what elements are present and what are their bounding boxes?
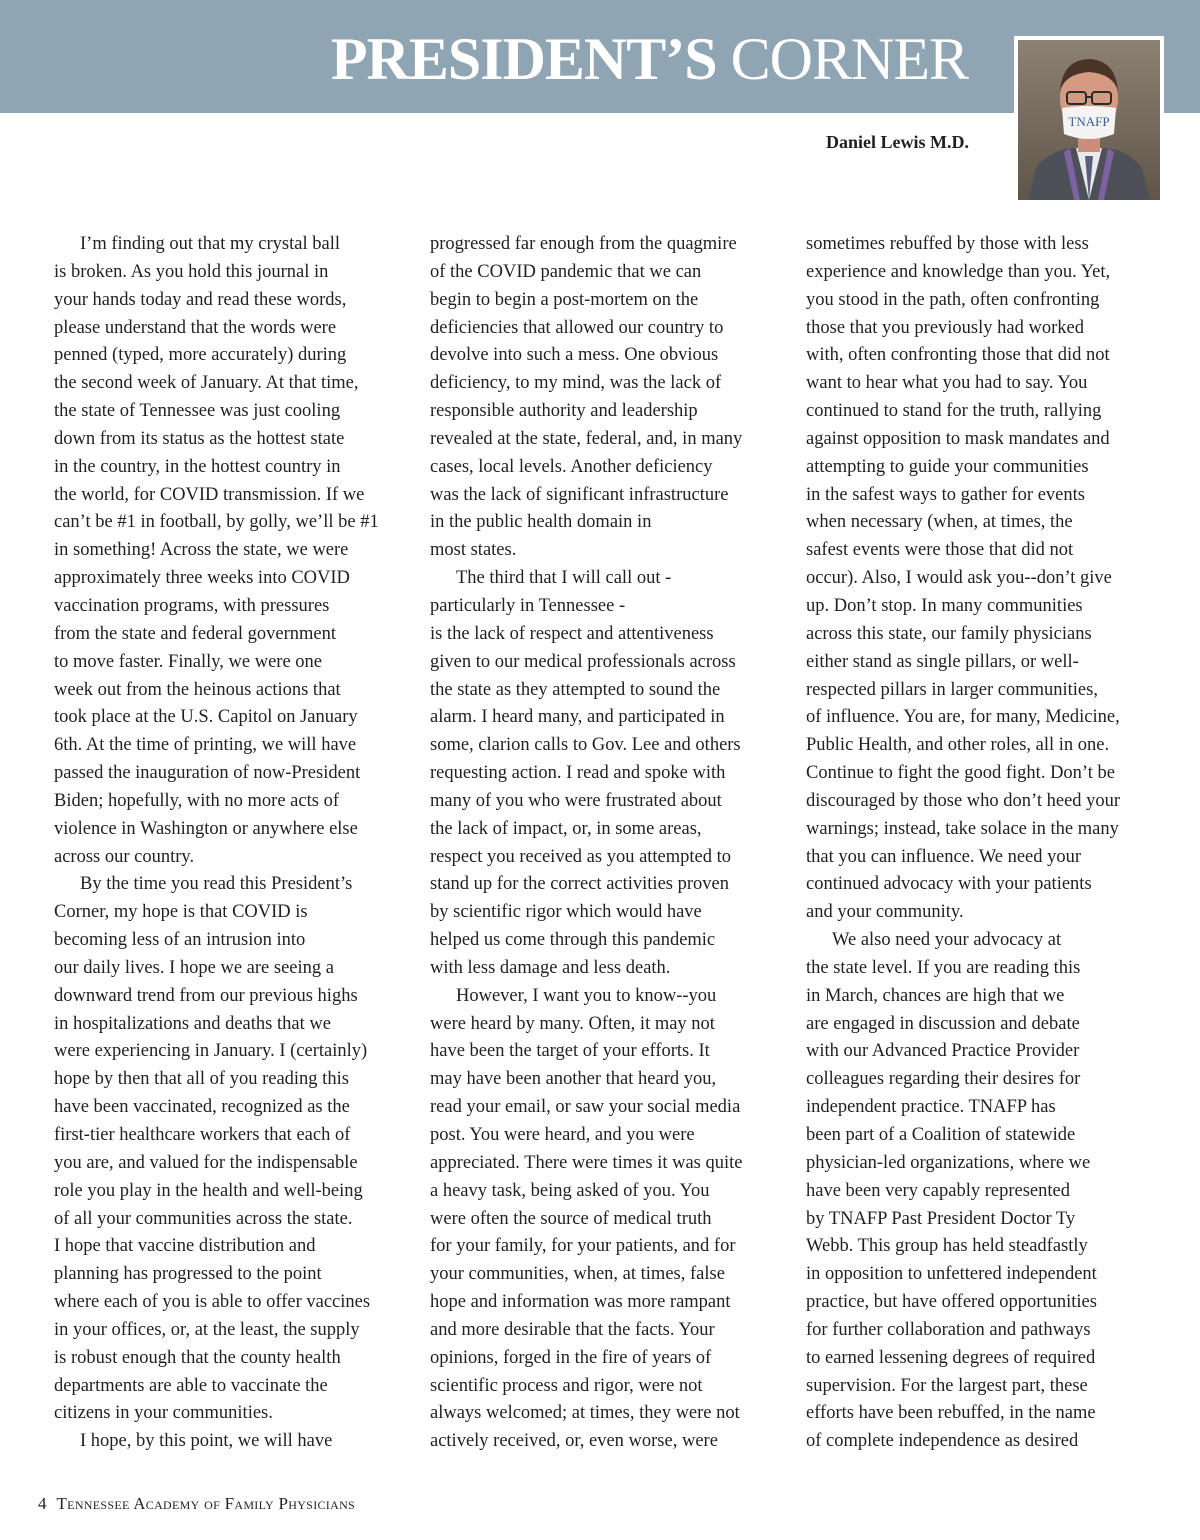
article-line: and more desirable that the facts. Your [430, 1319, 715, 1340]
article-line: progressed far enough from the quagmire [430, 234, 737, 254]
article-line: alarm. I heard many, and participated in [430, 707, 725, 728]
article-line: first-tier healthcare workers that each of [54, 1125, 351, 1145]
article-line: were often the source of medical truth [430, 1208, 712, 1229]
article-line: in opposition to unfettered independent [806, 1264, 1097, 1285]
article-line: supervision. For the largest part, these [806, 1375, 1088, 1396]
article-paragraph [430, 983, 776, 1456]
article-line: for further collaboration and pathways [806, 1319, 1091, 1340]
article-line: respect you received as you attempted to [430, 846, 732, 867]
publication-name: Tennessee Academy of Family Physicians [56, 1494, 356, 1513]
article-column-1 [54, 231, 400, 1456]
article-line: were heard by many. Often, it may not [430, 1013, 715, 1034]
article-line: the state of Tennessee was just cooling [54, 401, 341, 422]
article-line: cases, local levels. Another deficiency [430, 456, 713, 477]
article-line: many of you who were frustrated about [430, 790, 722, 811]
article-line: were experiencing in January. I (certainly) [54, 1041, 368, 1062]
article-line: in the country, in the hottest country in [54, 456, 341, 477]
article-line: By the time you read this President’s [80, 874, 353, 895]
article-line: departments are able to vaccinate the [54, 1375, 328, 1396]
title-light: CORNER [730, 26, 968, 92]
article-line: have been very capably represented [806, 1180, 1070, 1201]
article-line: you are, and valued for the indispensable [54, 1152, 358, 1173]
article-line: can’t be #1 in football, by golly, we’ll be #1 [54, 512, 379, 533]
article-line: with our Advanced Practice Provider [806, 1041, 1080, 1062]
author-name: Daniel Lewis M.D. [826, 132, 969, 152]
article-line: have been vaccinated, recognized as the [54, 1097, 350, 1118]
article-line: in hospitalizations and deaths that we [54, 1013, 331, 1034]
article-paragraph [806, 927, 1156, 1456]
article-line: Corner, my hope is that COVID is [54, 902, 308, 923]
title-bold: PRESIDENT’S [330, 26, 717, 92]
article-line: across this state, our family physicians [806, 623, 1092, 644]
article-line: I hope that vaccine distribution and [54, 1236, 316, 1257]
article-line: where each of you is able to offer vaccines [54, 1292, 371, 1313]
article-line: continued advocacy with your patients [806, 874, 1092, 895]
article-line: your communities, when, at times, false [430, 1264, 725, 1285]
article-line: deficiencies that allowed our country to [430, 317, 724, 338]
article-line: across our country. [54, 846, 195, 867]
article-paragraph [430, 231, 776, 565]
article-line: is the lack of respect and attentiveness [430, 623, 714, 644]
article-line: warnings; instead, take solace in the many [806, 818, 1119, 839]
article-line: are engaged in discussion and debate [806, 1013, 1080, 1034]
article-line: passed the inauguration of now-President [54, 763, 361, 784]
article-line: down from its status as the hottest state [54, 428, 345, 449]
article-line: always welcomed; at times, they were not [430, 1403, 740, 1424]
article-line: citizens in your communities. [54, 1403, 273, 1424]
article-line: you stood in the path, often confronting [806, 289, 1100, 310]
article-line: against opposition to mask mandates and [806, 428, 1110, 449]
article-line: with, often confronting those that did not [806, 345, 1110, 366]
article-line: by scientific rigor which would have [430, 902, 702, 923]
article-line: experience and knowledge than you. Yet, [806, 261, 1111, 282]
author-portrait-image [1018, 40, 1160, 200]
article-line: from the state and federal government [54, 623, 337, 644]
article-line: independent practice. TNAFP has [806, 1097, 1056, 1118]
article-line: to earned lessening degrees of required [806, 1347, 1096, 1368]
article-line: is robust enough that the county health [54, 1347, 341, 1368]
article-line: safest events were those that did not [806, 540, 1074, 561]
article-line: in the safest ways to gather for events [806, 484, 1085, 505]
article-line: and your community. [806, 902, 964, 923]
article-line: continued to stand for the truth, rallying [806, 401, 1102, 422]
article-line: the state level. If you are reading this [806, 957, 1081, 978]
article-line: have been the target of your efforts. It [430, 1041, 710, 1062]
article-line: in the public health domain in [430, 512, 652, 533]
article-line: Webb. This group has held steadfastly [806, 1236, 1088, 1257]
article-line: hope by then that all of you reading this [54, 1069, 349, 1090]
article-line: please understand that the words were [54, 317, 337, 338]
article-line: was the lack of significant infrastructure [430, 484, 729, 505]
article-line: Biden; hopefully, with no more acts of [54, 790, 339, 811]
article-line: discouraged by those who don’t heed your [806, 790, 1121, 811]
article-line: the lack of impact, or, in some areas, [430, 818, 702, 839]
article-line: opinions, forged in the fire of years of [430, 1347, 712, 1368]
article-line: your hands today and read these words, [54, 289, 347, 310]
article-line: of influence. You are, for many, Medicine, [806, 707, 1120, 728]
article-line: role you play in the health and well-being [54, 1180, 363, 1201]
article-line: in your offices, or, at the least, the supply [54, 1319, 360, 1340]
article-line: post. You were heard, and you were [430, 1125, 695, 1145]
article-line: sometimes rebuffed by those with less [806, 234, 1089, 254]
article-line: may have been another that heard you, [430, 1069, 717, 1090]
article-line: appreciated. There were times it was quite [430, 1152, 743, 1173]
article-paragraph [54, 871, 400, 1428]
article-line: either stand as single pillars, or well- [806, 651, 1079, 672]
article-line: violence in Washington or anywhere else [54, 818, 358, 839]
article-line: particularly in Tennessee - [430, 595, 626, 616]
article-line: by TNAFP Past President Doctor Ty [806, 1208, 1076, 1229]
article-line: occur). Also, I would ask you--don’t give [806, 568, 1112, 589]
article-line: our daily lives. I hope we are seeing a [54, 957, 334, 978]
article-line: when necessary (when, at times, the [806, 512, 1073, 533]
article-line: efforts have been rebuffed, in the name [806, 1403, 1096, 1424]
article-line: respected pillars in larger communities, [806, 679, 1098, 700]
article-line: been part of a Coalition of statewide [806, 1125, 1076, 1145]
article-line: vaccination programs, with pressures [54, 595, 330, 616]
article-line: revealed at the state, federal, and, in many [430, 428, 743, 449]
article-line: downward trend from our previous highs [54, 985, 358, 1006]
article-line: the state as they attempted to sound the [430, 679, 721, 700]
article-line: becoming less of an intrusion into [54, 930, 306, 951]
article-line: up. Don’t stop. In many communities [806, 595, 1083, 616]
article-line: Public Health, and other roles, all in one. [806, 735, 1110, 756]
article-line: responsible authority and leadership [430, 401, 698, 422]
article-line: penned (typed, more accurately) during [54, 345, 347, 366]
author-photo [1014, 36, 1164, 204]
article-line: of complete independence as desired [806, 1431, 1079, 1452]
page-number: 4 [38, 1494, 47, 1513]
article-line: The third that I will call out - [456, 568, 672, 589]
article-line: some, clarion calls to Gov. Lee and others [430, 735, 741, 756]
article-line: took place at the U.S. Capitol on January [54, 707, 358, 728]
article-line: attempting to guide your communities [806, 456, 1089, 477]
article-paragraph [806, 231, 1156, 927]
article-line: week out from the heinous actions that [54, 679, 341, 700]
article-line: helped us come through this pandemic [430, 930, 716, 951]
page-footer [38, 1492, 355, 1516]
article-line: actively received, or, even worse, were [430, 1431, 718, 1452]
article-line: of the COVID pandemic that we can [430, 261, 702, 282]
page-title [331, 24, 968, 94]
article-line: given to our medical professionals across [430, 651, 736, 672]
article-line: want to hear what you had to say. You [806, 373, 1088, 394]
article-line: most states. [430, 540, 517, 561]
article-paragraph [430, 565, 776, 983]
article-line: deficiency, to my mind, was the lack of [430, 373, 722, 394]
article-line: scientific process and rigor, were not [430, 1375, 703, 1396]
article-line: those that you previously had worked [806, 317, 1084, 338]
article-line: I hope, by this point, we will have [80, 1431, 333, 1452]
article-line: planning has progressed to the point [54, 1264, 322, 1285]
article-line: the second week of January. At that time, [54, 373, 359, 394]
article-line: begin to begin a post-mortem on the [430, 289, 699, 310]
article-line: in something! Across the state, we were [54, 540, 349, 561]
article-line: devolve into such a mess. One obvious [430, 345, 719, 366]
article-line: We also need your advocacy at [832, 930, 1062, 951]
article-line: requesting action. I read and spoke with [430, 763, 726, 784]
article-line: that you can influence. We need your [806, 846, 1082, 867]
article-line: physician-led organizations, where we [806, 1152, 1091, 1173]
article-line: practice, but have offered opportunities [806, 1292, 1097, 1313]
article-line: Continue to fight the good fight. Don’t be [806, 763, 1115, 784]
article-line: I’m finding out that my crystal ball [80, 234, 340, 254]
article-line: 6th. At the time of printing, we will have [54, 735, 357, 756]
article-line: stand up for the correct activities proven [430, 874, 729, 895]
article-line: approximately three weeks into COVID [54, 568, 350, 589]
article-line: hope and information was more rampant [430, 1292, 731, 1313]
article-column-3 [806, 231, 1156, 1456]
article-line: in March, chances are high that we [806, 985, 1065, 1006]
article-line: is broken. As you hold this journal in [54, 261, 329, 282]
article-column-2 [430, 231, 776, 1456]
article-line: for your family, for your patients, and for [430, 1236, 736, 1257]
article-line: with less damage and less death. [430, 957, 671, 978]
mask-text: TNAFP [1068, 114, 1110, 129]
article-line: read your email, or saw your social media [430, 1097, 741, 1118]
article-line: to move faster. Finally, we were one [54, 651, 322, 672]
article-paragraph [54, 231, 400, 871]
article-paragraph [54, 1428, 400, 1456]
article-line: a heavy task, being asked of you. You [430, 1180, 710, 1201]
article-line: of all your communities across the state. [54, 1208, 353, 1229]
article-line: colleagues regarding their desires for [806, 1069, 1081, 1090]
article-line: However, I want you to know--you [456, 985, 717, 1006]
article-line: the world, for COVID transmission. If we [54, 484, 365, 505]
